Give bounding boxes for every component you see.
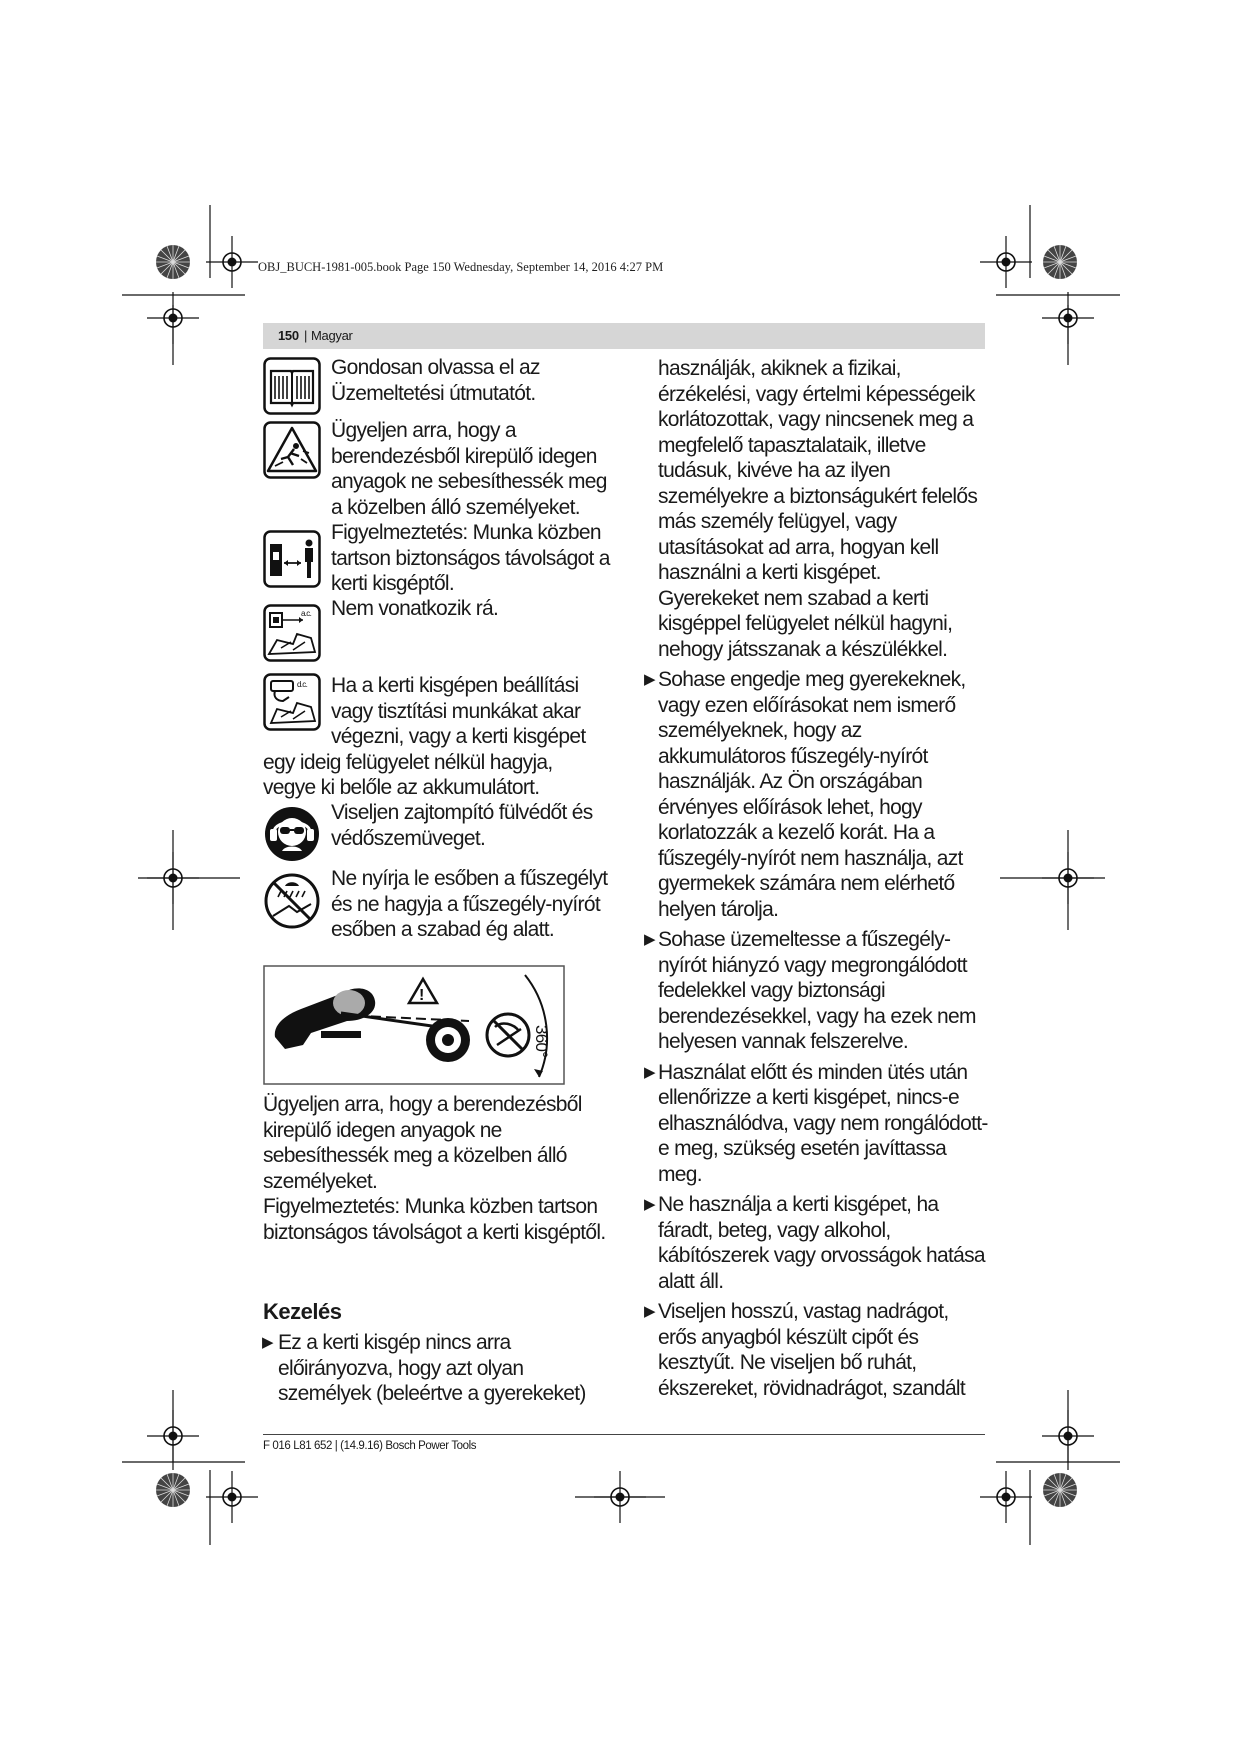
page-footer: F 016 L81 652 | (14.9.16) Bosch Power Tools bbox=[263, 1440, 477, 1452]
bullet-item: ▶ Sohase engedje meg gyerekeknek, vagy ezen előírásokat nem ismerő személyeknek, hogy az akkumulátoros fűszegély-nyírót használják. Az Ön országában érvényes előírások lehet, hogy korlatozzák a kezelő korát. Ha a fűszegély-nyírót nem használja, azt gyermekek számára nem elérhető helyen tárolja. bbox=[644, 668, 966, 921]
ear-eye-protection-icon bbox=[263, 805, 321, 863]
right-continuation-text-2: Gyerekeket nem szabad a kerti kisgéppel felügyelet nélkül hagyni, nehogy játsszanak a készülékkel. bbox=[658, 586, 953, 661]
page-header bbox=[263, 323, 985, 349]
symbol-row-debris bbox=[263, 418, 613, 523]
left-bullet-list bbox=[263, 1330, 613, 1412]
symbol-row-dc bbox=[263, 665, 613, 800]
bullet-triangle-icon: ▶ bbox=[644, 671, 655, 688]
safety-distance-figure bbox=[263, 965, 565, 1085]
ac-unplug-icon bbox=[263, 604, 321, 662]
bullet-triangle-icon: ▶ bbox=[644, 1303, 655, 1320]
header-language: Magyar bbox=[311, 328, 353, 343]
bullet-item: ▶ Viseljen hosszú, vastag nadrágot, erős anyagból készült cipőt és kesztyűt. Ne viseljen bő ruhát, ékszereket, rövidnadrágot, szandált bbox=[644, 1300, 966, 1400]
svg-text:!: ! bbox=[419, 987, 424, 1004]
symbol-text-dc-line-4: egy ideig felügyelet nélkül hagyja, bbox=[263, 750, 553, 774]
symbol-text-rain: Ne nyírja le esőben a fűszegélyt és ne hagyja a fűszegély-nyírót esőben a szabad ég alatt. bbox=[331, 867, 608, 941]
symbol-text-distance: Figyelmeztetés: Munka közben tartson biztonságos távolságot a kerti kisgéptől. bbox=[331, 521, 610, 595]
symbol-row-ac bbox=[263, 596, 613, 668]
manual-book-icon bbox=[263, 357, 321, 415]
dc-label: d.c. bbox=[297, 680, 308, 689]
page-number: 150 bbox=[278, 328, 299, 343]
bullet-triangle-icon: ▶ bbox=[644, 931, 655, 948]
bullet-triangle-icon: ▶ bbox=[644, 1063, 655, 1081]
figure-caption-distance: Figyelmeztetés: Munka közben tartson biztonságos távolságot a kerti kisgéptől. bbox=[263, 1195, 606, 1244]
no-rain-icon bbox=[263, 872, 321, 930]
book-info-line: OBJ_BUCH-1981-005.book Page 150 Wednesday, September 14, 2016 4:27 PM bbox=[258, 260, 664, 274]
symbol-text-manual: Gondosan olvassa el az Üzemeltetési útmutatót. bbox=[331, 356, 540, 405]
figure-caption-debris: Ügyeljen arra, hogy a berendezésből kirepülő idegen anyagok ne sebesíthessék meg a közelben álló személyeket. bbox=[263, 1093, 582, 1193]
symbol-text-dc-line-5: vegye ki belőle az akkumulátort. bbox=[263, 776, 540, 799]
symbol-text-dc-line-1: Ha a kerti kisgépen beállítási bbox=[331, 674, 579, 697]
bullet-item: ▶ Használat előtt és minden ütés után ellenőrizze a kerti kisgépet, nincs-e elhasználódva, vagy nem rongálódott-e meg, szükség esetén javíttassa meg. bbox=[644, 1060, 988, 1186]
bullet-triangle-icon: ▶ bbox=[262, 1334, 273, 1351]
section-heading-kezeles: Kezelés bbox=[263, 1299, 342, 1324]
symbol-row-manual bbox=[263, 355, 613, 415]
header-separator: | bbox=[304, 328, 308, 343]
flying-debris-warning-icon bbox=[263, 421, 321, 479]
right-continuation-text: használják, akiknek a fizikai, érzékelési, vagy értelmi képességeik korlátozottak, vagy nincsenek meg a megfelelő tapasztalataik, illetve tudásuk, kivéve ha az ilyen személyekre a biztonságukért felelős más személy felügyel, vagy utasításokat ad arra, hogyan kell használni a kerti kisgépet. bbox=[658, 357, 978, 584]
dc-battery-remove-icon bbox=[263, 673, 321, 731]
symbol-row-protection bbox=[263, 800, 613, 862]
bullet-item: ▶ Sohase üzemeltesse a fűszegély-nyírót hiányzó vagy megrongálódott fedelekkel vagy biztonsági berendezésekkel, vagy ha ezek nem helyesen vannak felszerelve. bbox=[644, 928, 976, 1053]
symbol-text-debris: Ügyeljen arra, hogy a berendezésből kirepülő idegen anyagok ne sebesíthessék meg a közelben álló személyeket. bbox=[331, 419, 607, 519]
right-column bbox=[645, 356, 990, 1406]
symbol-text-ac: Nem vonatkozik rá. bbox=[331, 597, 499, 620]
symbol-text-dc-line-3: végezni, vagy a kerti kisgépet bbox=[331, 725, 586, 748]
figure-360-label: 360° bbox=[532, 1025, 551, 1058]
bullet-item: ▶ Ne használja a kerti kisgépet, ha fáradt, beteg, vagy alkohol, kábítószerek vagy orvosságok hatása alatt áll. bbox=[644, 1193, 985, 1293]
symbol-text-protection: Viseljen zajtompító fülvédőt és védőszemüveget. bbox=[331, 801, 593, 850]
ac-label: a.c. bbox=[301, 609, 312, 618]
symbol-text-dc-line-2: vagy tisztítási munkákat akar bbox=[331, 699, 581, 723]
bullet-triangle-icon: ▶ bbox=[644, 1196, 655, 1213]
symbol-row-rain bbox=[263, 866, 613, 946]
safe-distance-icon bbox=[263, 530, 321, 588]
footer-divider bbox=[263, 1434, 985, 1435]
symbol-row-distance bbox=[263, 520, 613, 598]
bullet-item: ▶ Ez a kerti kisgép nincs arra előirányozva, hogy azt olyan személyek (beleértve a gyerekeket) bbox=[262, 1331, 586, 1405]
